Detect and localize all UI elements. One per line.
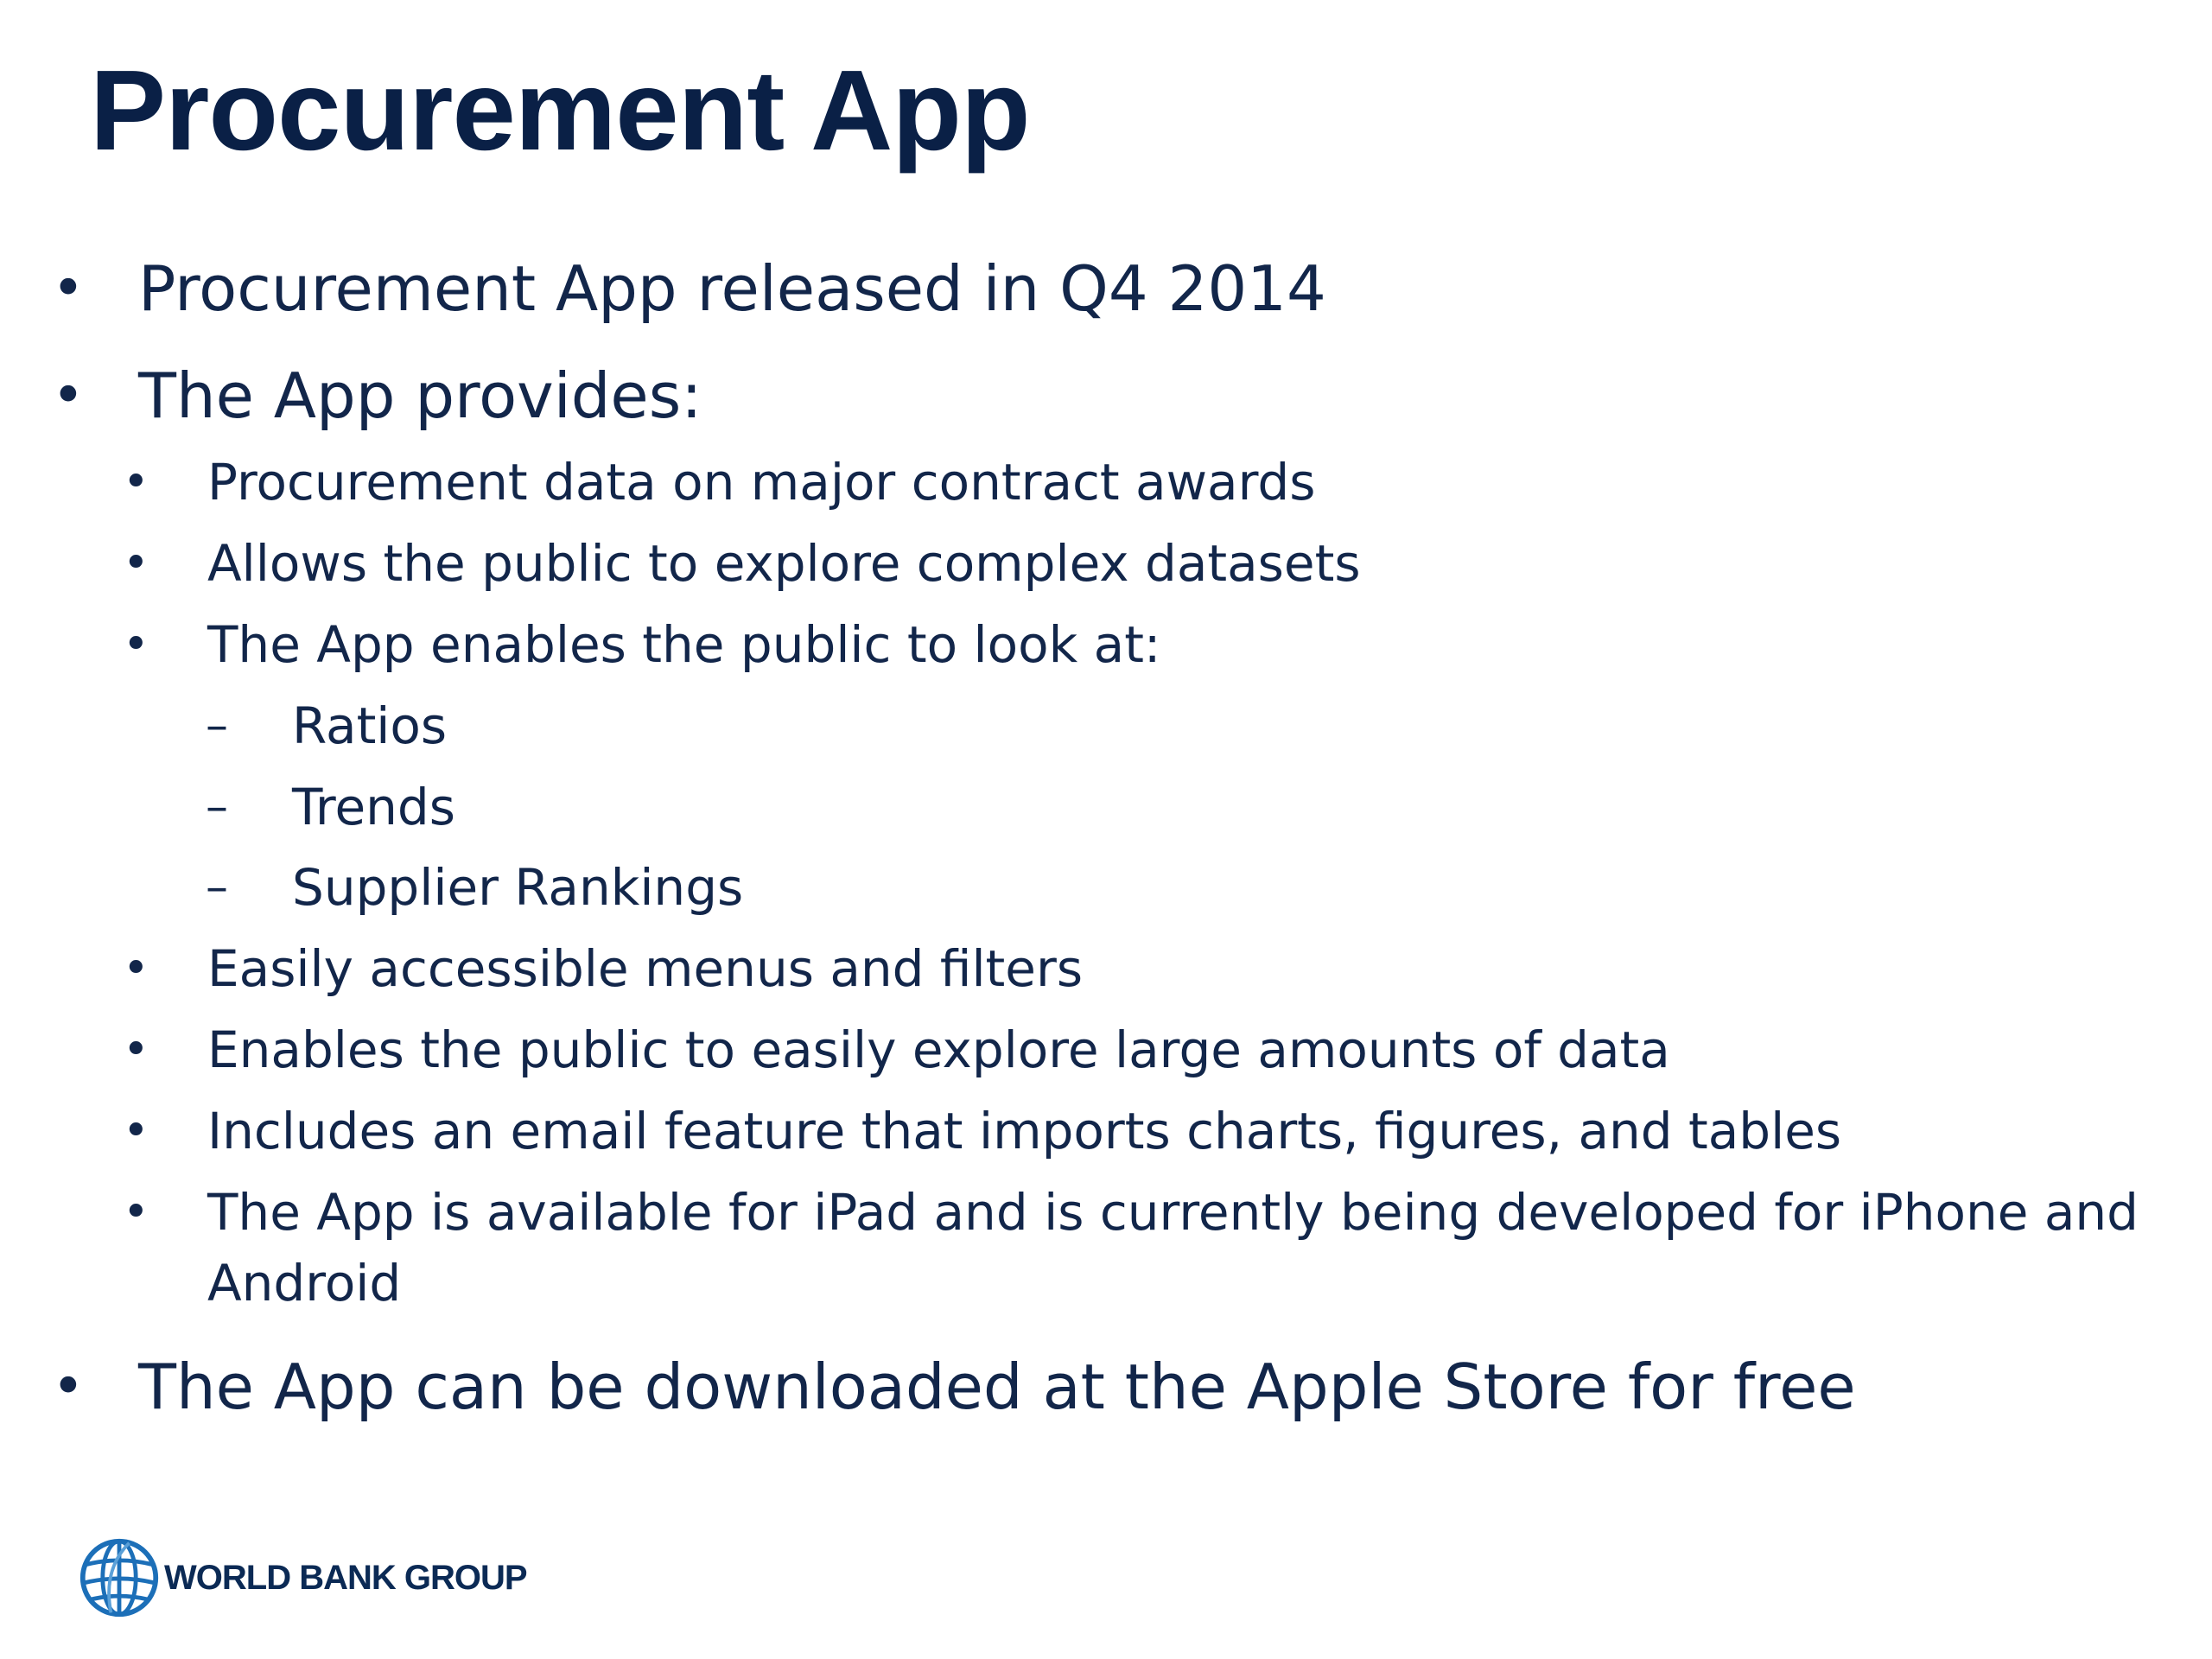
list-item — [123, 609, 1161, 680]
globe-icon — [78, 1536, 161, 1619]
list-item-text: The App enables the public to look at: — [207, 615, 1161, 674]
list-item-text: The App is available for iPad and is currently being developed for iPhone and Android — [207, 1183, 2139, 1313]
list-item — [123, 933, 1084, 1004]
list-item-text: Trends — [292, 778, 455, 836]
slide-title: Procurement App — [90, 47, 1030, 174]
list-item — [123, 447, 1316, 518]
bullet-marker: • — [123, 1105, 149, 1157]
list-item-text: Procurement App released in Q4 2014 — [138, 252, 1326, 325]
dash-marker: – — [206, 781, 228, 833]
bullet-marker: • — [123, 1024, 149, 1076]
bullet-marker: • — [123, 619, 149, 671]
list-item-text: Allows the public to explore complex datasets — [207, 534, 1361, 593]
bullet-marker: • — [123, 943, 149, 995]
list-item — [123, 528, 1361, 599]
list-item — [206, 772, 455, 842]
list-item — [123, 1177, 2195, 1319]
list-item-text: Ratios — [292, 696, 448, 755]
list-item — [52, 358, 702, 434]
bullet-marker: • — [52, 364, 85, 428]
list-item-text: Easily accessible menus and filters — [207, 939, 1084, 998]
list-item-text: The App provides: — [138, 359, 702, 432]
list-item — [52, 1349, 1856, 1425]
dash-marker: – — [206, 861, 228, 913]
bullet-marker: • — [123, 537, 149, 589]
bullet-marker: • — [123, 1186, 149, 1238]
logo-text: WORLD BANK GROUP — [164, 1558, 527, 1597]
dash-marker: – — [206, 700, 228, 752]
bullet-marker: • — [52, 1355, 85, 1419]
list-item — [52, 251, 1326, 327]
list-item — [206, 690, 448, 761]
world-bank-logo — [78, 1536, 527, 1619]
bullet-marker: • — [123, 456, 149, 508]
bullet-marker: • — [52, 257, 85, 321]
list-item — [123, 1096, 1842, 1166]
list-item-text: Supplier Rankings — [292, 858, 744, 917]
list-item — [123, 1014, 1670, 1085]
list-item-text: Procurement data on major contract awards — [207, 453, 1316, 512]
list-item-text: Enables the public to easily explore large amounts of data — [207, 1020, 1670, 1079]
list-item-text: The App can be downloaded at the Apple Store for free — [138, 1351, 1856, 1423]
list-item-text: Includes an email feature that imports charts, figures, and tables — [207, 1102, 1842, 1160]
list-item — [206, 852, 744, 923]
